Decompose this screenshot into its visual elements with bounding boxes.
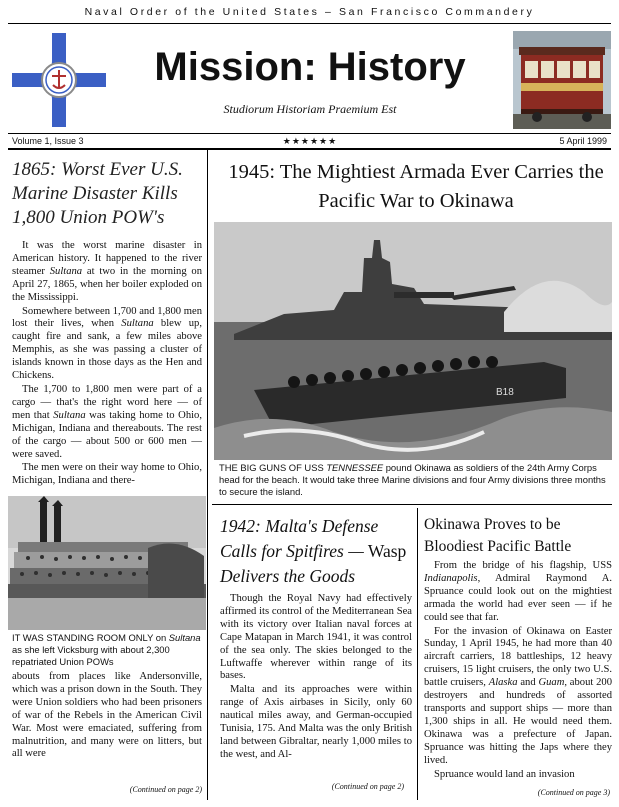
sultana-photo-caption: IT WAS STANDING ROOM ONLY on Sultana as she left Vicksburg with about 2,300 repatriated Union POWs — [12, 632, 201, 667]
issue-date: 5 April 1999 — [559, 136, 607, 146]
volume-issue: Volume 1, Issue 3 — [12, 136, 84, 146]
masthead-motto: Studiorum Historiam Praemium Est — [223, 102, 397, 116]
naval-cross-logo — [10, 31, 108, 129]
star-ornament: ★★★★★★ — [282, 136, 338, 146]
sultana-continued-link[interactable]: (Continued on page 2) — [129, 785, 202, 794]
malta-paragraph-1: Though the Royal Navy had effectively affirmed its control of the Mediterranean Sea with its victory over Italian naval forces at Cape Matapan in March 1941, it was control of the sea only. The skies belonged to the Luftwaffe wherever within range of its bases. — [220, 593, 412, 682]
okinawa-battle-article — [424, 560, 612, 782]
sultana-steamer-photo — [8, 496, 206, 630]
okinawa-paragraph-1: From the bridge of his flagship, USS Indianapolis, Admiral Raymond A. Spruance could look out on the mightiest armada the world had ever seen — if he could see that far. — [424, 560, 612, 623]
sultana-article-top — [12, 240, 202, 489]
sultana-paragraph-5: abouts from places like Andersonville, which was a prison down in the South. They were Union soldiers who had been prisoners of war of the Rebels in the American Civil War. Most were emaciated, suffering from malnutrition, and many were on litters, but all were — [12, 671, 202, 760]
sultana-paragraph-4: The men were on their way home to Ohio, Michigan, Indiana and there- — [12, 462, 202, 487]
landing-craft-number: B18 — [496, 387, 514, 398]
sultana-paragraph-3: The 1,700 to 1,800 men were part of a cargo — that's the right word here — of men that Sultana was taking home to Ohio, Michigan, Indiana and thereabouts. The rest of the cargo — about 500 or 600 men — were saved. — [12, 383, 202, 460]
masthead-title: Mission: History — [154, 45, 466, 89]
column-divider-right — [417, 508, 418, 800]
okinawa-battle-headline: Okinawa Proves to be Bloodiest Pacific Battle — [424, 516, 572, 555]
masthead-date-rule — [8, 148, 611, 150]
malta-article — [220, 593, 412, 763]
malta-headline: 1942: Malta's Defense Calls for Spitfires — Wasp Delivers the Goods — [220, 516, 407, 586]
column-divider-left — [207, 150, 208, 800]
okinawa-paragraph-2: For the invasion of Okinawa on Easter Sunday, 1 April 1945, he had more than 40 aircraft carriers, 18 battleships, 12 heavy cruisers, 15 light cruisers, the only two U.S. battle cruisers, Alaska and Guam, about 200 destroyers and hundreds of assorted transports and support ships — more than 1,300 ships in all. He would need them. Okinawa was a prefecture of Japan. Spruance was hitting the Japs where they lived. — [424, 625, 613, 766]
sultana-paragraph-1: It was the worst marine disaster in American history. It happened to the river steamer Sultana at two in the morning on April 27, 1865, when her boiler exploded on the Mississippi. — [12, 240, 203, 303]
masthead-bottom-rule — [8, 133, 611, 134]
sultana-paragraph-2: Somewhere between 1,700 and 1,800 men lost their lives, when Sultana blew up, caught fire and sank, a few miles above Memphis, as she was passing a cluster of islands known in those days as the Hen and Chickens. — [12, 305, 202, 382]
sultana-article-bottom — [12, 671, 202, 762]
okinawa-armada-headline: 1945: The Mightiest Armada Ever Carries the Pacific War to Okinawa — [228, 161, 604, 212]
organization-banner: Naval Order of the United States – San Francisco Commandery — [84, 6, 535, 18]
tennessee-photo-caption: THE BIG GUNS OF USS TENNESSEE pound Okinawa as soldiers of the 24th Army Corps head for the beach. It would take three Marine divisions and four Army divisions three months to secure the island. — [219, 462, 606, 497]
lower-section-rule — [212, 504, 612, 505]
uss-tennessee-photo — [214, 222, 612, 460]
malta-paragraph-2: Malta and its approaches were within range of Axis airbases in Sicily, only 60 nautical miles away, and German-occupied Tunisia, 175. And Malta was the only British land between Gibraltar, nearly 1,000 miles to the west, and Al- — [220, 684, 412, 760]
okinawa-continued-link[interactable]: (Continued on page 3) — [537, 788, 610, 797]
okinawa-paragraph-3: Spruance would land an invasion — [434, 768, 575, 780]
masthead-top-rule — [8, 23, 611, 24]
cable-car-photo — [513, 31, 611, 129]
malta-continued-link[interactable]: (Continued on page 2) — [331, 782, 404, 791]
sultana-headline: 1865: Worst Ever U.S. Marine Disaster Kills 1,800 Union POW's — [12, 159, 183, 228]
